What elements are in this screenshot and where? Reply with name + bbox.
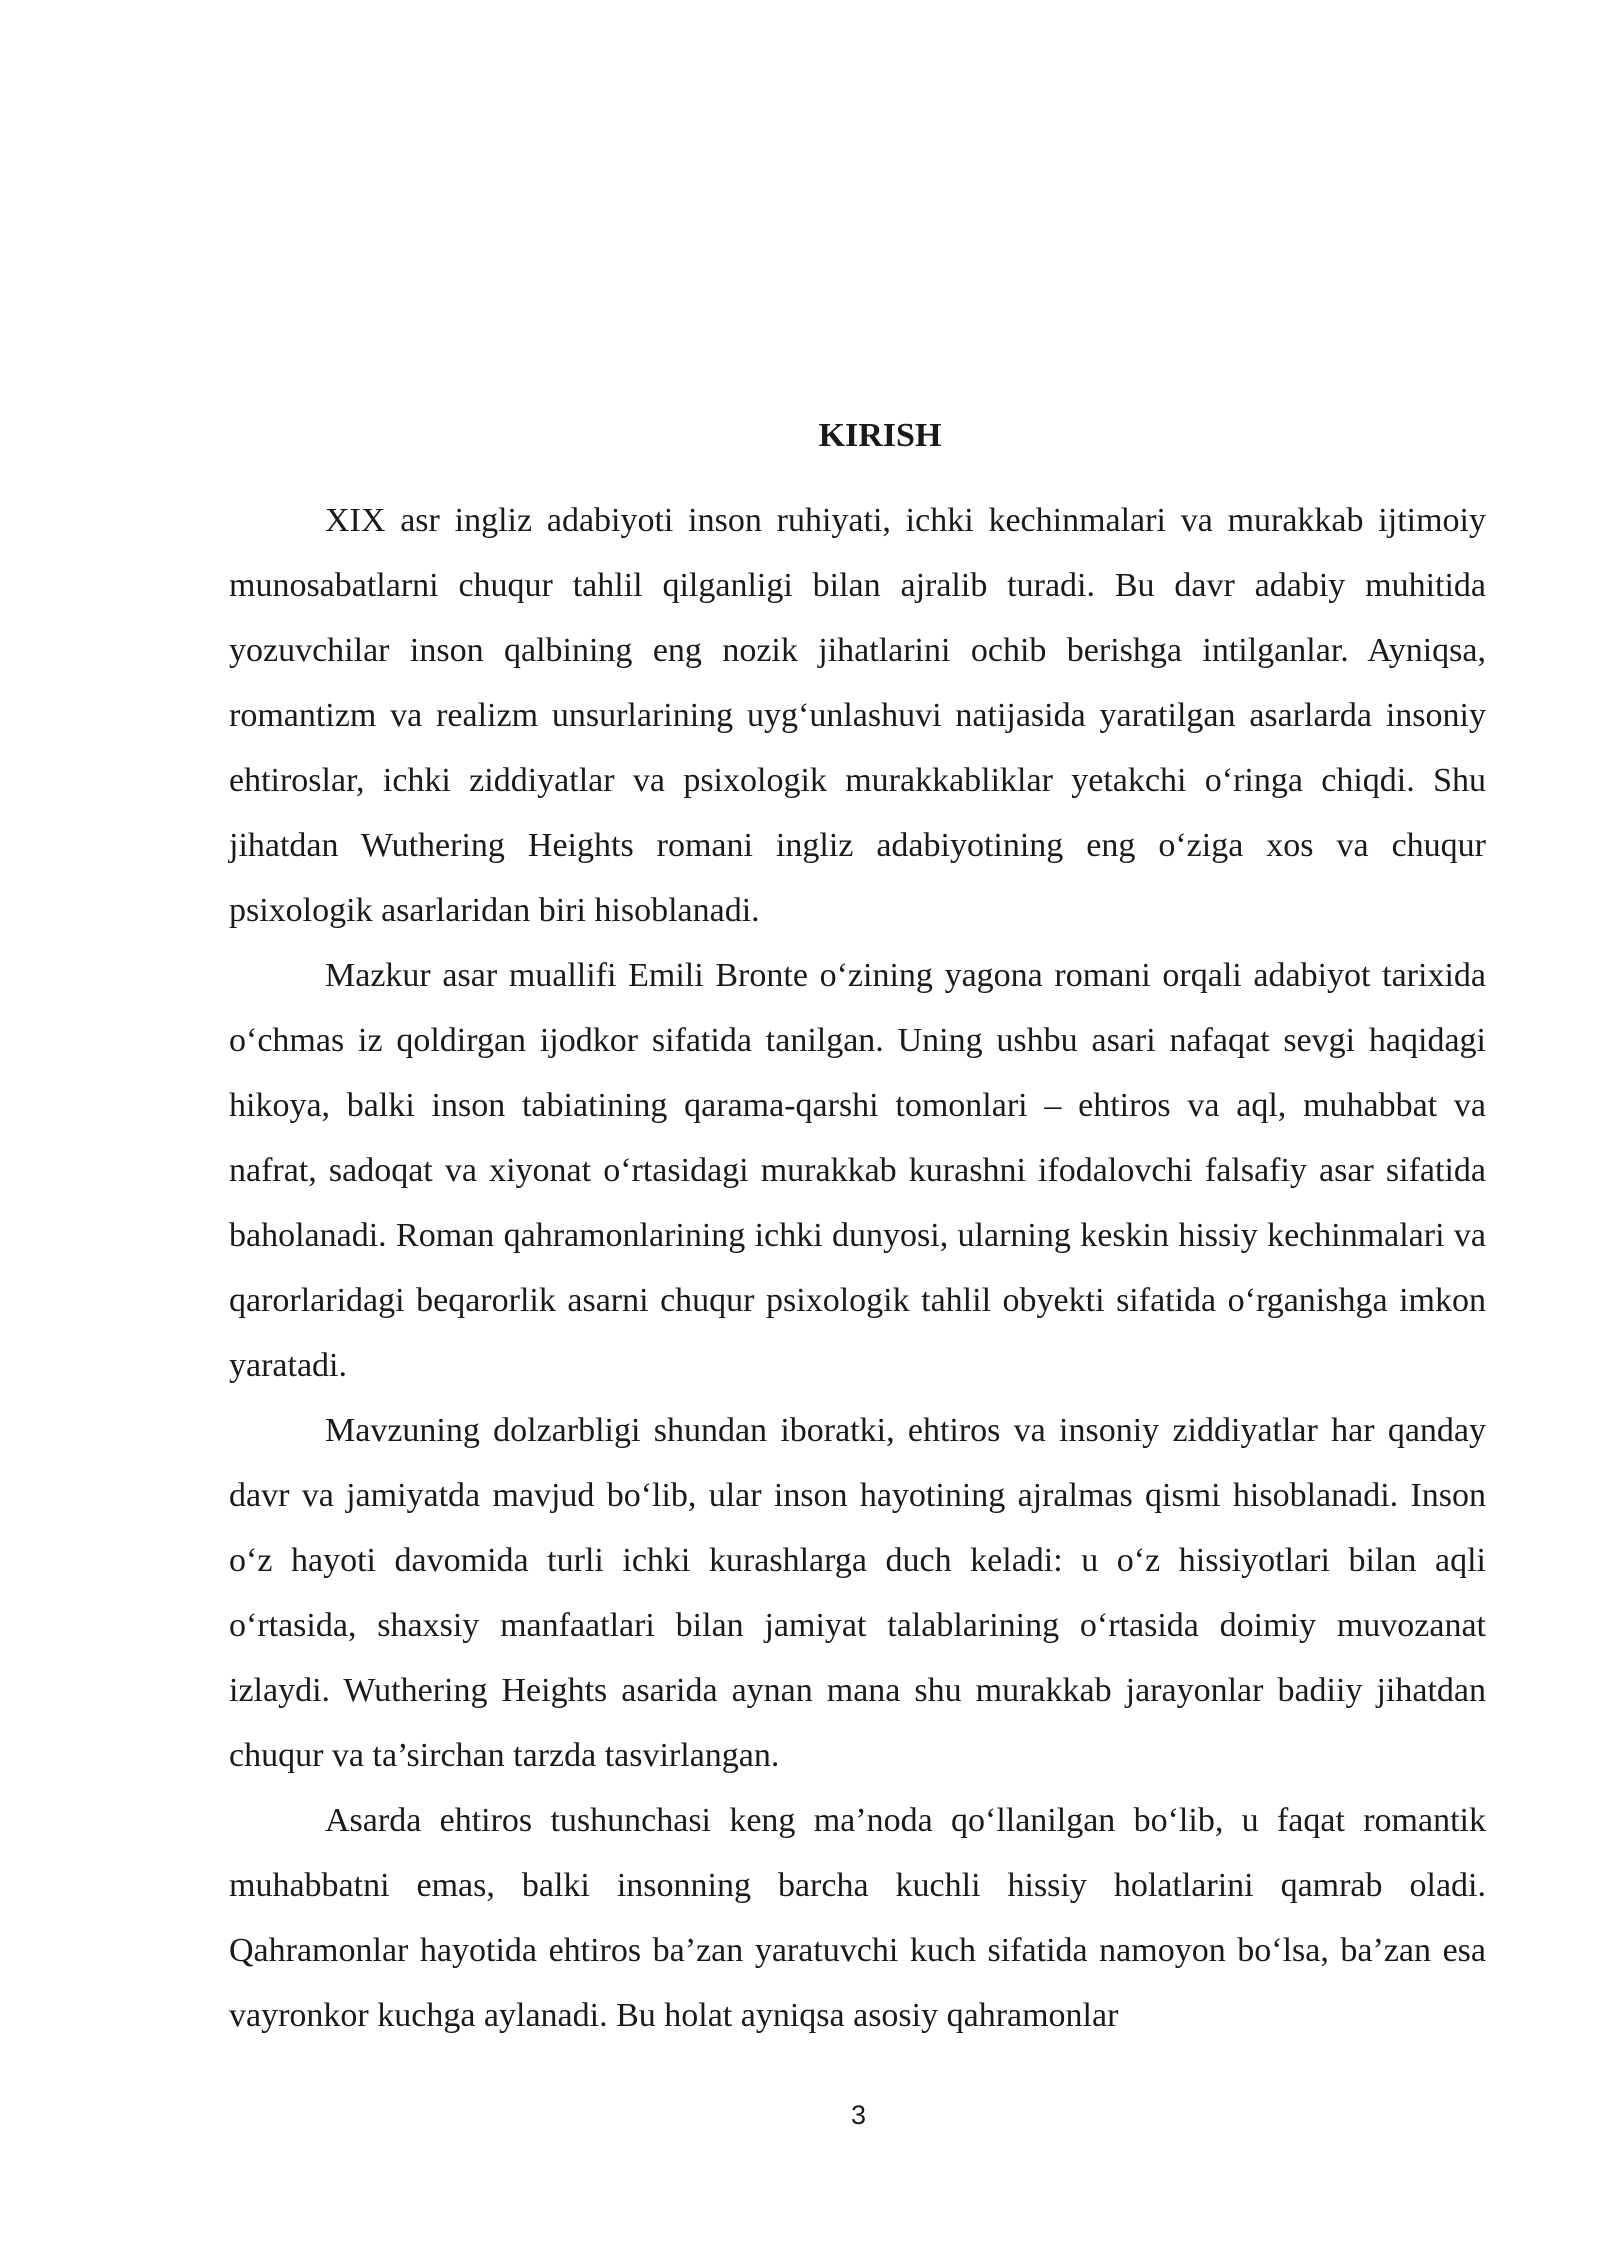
paragraph-2: Mazkur asar muallifi Emili Bronte o‘zining yagona romani orqali adabiyot tarixida o‘chmas iz qoldirgan ijodkor sifatida tanilgan. Uning ushbu asari nafaqat sevgi haqidagi hikoya, balki inson tabiatining qarama-qarshi tomonlari – ehtiros va aql, muhabbat va nafrat, sadoqat va xiyonat o‘rtasidagi murakkab kurashni ifodalovchi falsafiy asar sifatida baholanadi. Roman qahramonlarining ichki dunyosi, ularning keskin hissiy kechinmalari va qarorlaridagi beqarorlik asarni chuqur psixologik tahlil obyekti sifatida o‘rganishga imkon yaratadi. bbox=[229, 957, 1486, 1384]
page-number: 3 bbox=[850, 2100, 867, 2130]
paragraph-1: XIX asr ingliz adabiyoti inson ruhiyati, ichki kechinmalari va murakkab ijtimoiy munosabatlarni chuqur tahlil qilganligi bilan ajralib turadi. Bu davr adabiy muhitida yozuvchilar inson qalbining eng nozik jihatlarini ochib berishga intilganlar. Ayniqsa, romantizm va realizm unsurlarining uyg‘unlashuvi natijasida yaratilgan asarlarda insoniy ehtiroslar, ichki ziddiyatlar va psixologik murakkabliklar yetakchi o‘ringa chiqdi. Shu jihatdan Wuthering Heights romani ingliz adabiyotining eng o‘ziga xos va chuqur psixologik asarlaridan biri hisoblanadi. bbox=[229, 502, 1486, 929]
page-title: KIRISH bbox=[818, 417, 942, 454]
paragraph-4: Asarda ehtiros tushunchasi keng ma’noda qo‘llanilgan bo‘lib, u faqat romantik muhabbatni emas, balki insonning barcha kuchli hissiy holatlarini qamrab oladi. Qahramonlar hayotida ehtiros ba’zan yaratuvchi kuch sifatida namoyon bo‘lsa, ba’zan esa vayronkor kuchga aylanadi. Bu holat ayniqsa asosiy qahramonlar bbox=[229, 1802, 1486, 2034]
body-text bbox=[229, 488, 1486, 2048]
paragraph-3: Mavzuning dolzarbligi shundan iboratki, ehtiros va insoniy ziddiyatlar har qanday davr va jamiyatda mavjud bo‘lib, ular inson hayotining ajralmas qismi hisoblanadi. Inson o‘z hayoti davomida turli ichki kurashlarga duch keladi: u o‘z hissiyotlari bilan aqli o‘rtasida, shaxsiy manfaatlari bilan jamiyat talablarining o‘rtasida doimiy muvozanat izlaydi. Wuthering Heights asarida aynan mana shu murakkab jarayonlar badiiy jihatdan chuqur va ta’sirchan tarzda tasvirlangan. bbox=[229, 1412, 1486, 1774]
